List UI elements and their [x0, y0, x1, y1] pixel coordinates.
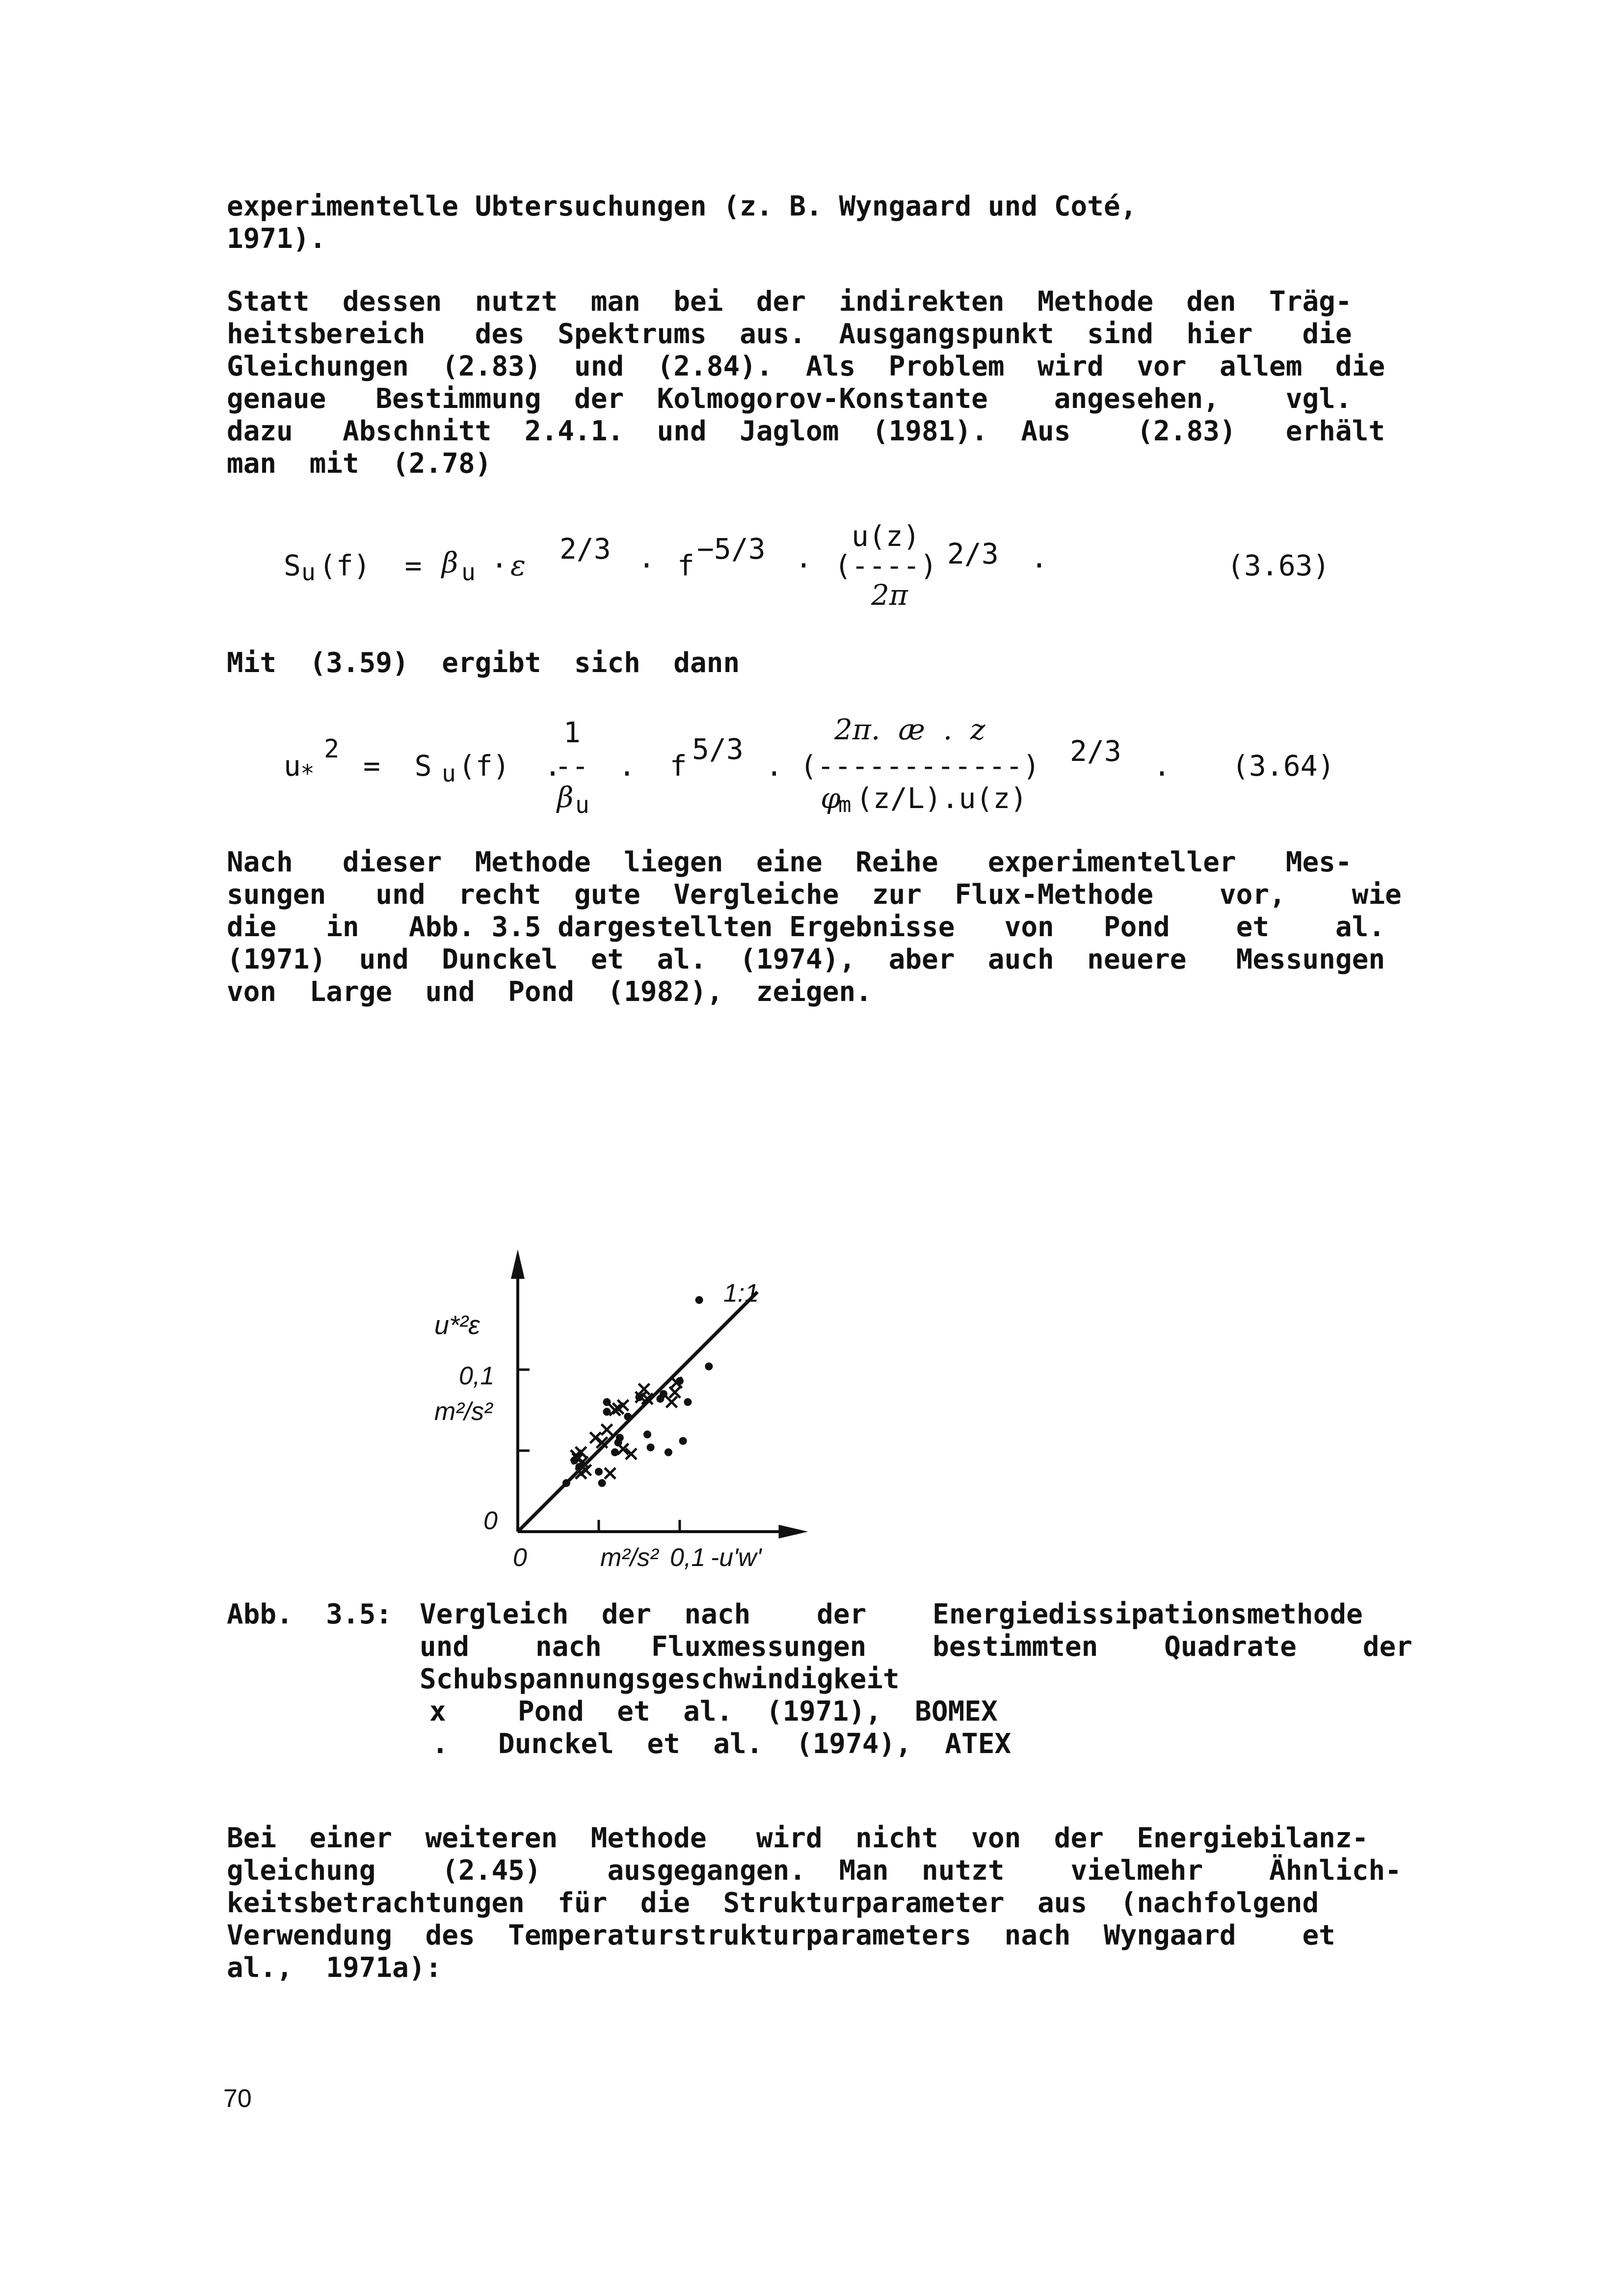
legend-text-dunckel: Dunckel et al. (1974), ATEX [498, 1728, 1011, 1760]
para1-line: genaue Bestimmung der Kolmogorov-Konstante angesehen, vgl. [227, 383, 1352, 415]
x-tick-label: 0,1 [670, 1543, 706, 1572]
x-unit-label: m²/s² [600, 1543, 659, 1572]
eq363-beta: β [442, 546, 458, 579]
para1-line: man mit (2.78) [227, 448, 492, 480]
data-point-dot [643, 1431, 651, 1438]
eq364-exp2: 2/3 [1070, 734, 1121, 768]
data-point-x [666, 1397, 677, 1407]
eq363-number: (3.63) [1227, 549, 1330, 582]
data-point-dot [616, 1434, 624, 1442]
eq364-frac2-den: φ [821, 782, 841, 815]
y-unit-label: m²/s² [434, 1397, 493, 1426]
y-tick-label: 0,1 [459, 1362, 495, 1390]
para2-line: sungen und recht gute Vergleiche zur Flux-Methode vor, wie [227, 879, 1402, 911]
eq364-lhs-sup: 2 [324, 734, 340, 764]
eq364-exp: 5/3 [692, 732, 744, 766]
eq364-dot2: . [766, 749, 783, 783]
eq363-dot2: · [638, 549, 655, 582]
eq364-lhs-sub: * [300, 760, 315, 787]
eq364-frac1-num: 1 [563, 716, 581, 749]
data-point-x [605, 1468, 615, 1479]
eq364-frac1-den-sub: u [575, 791, 589, 819]
eq364-dot: . f [618, 749, 687, 783]
eq364-frac1-den: β [557, 781, 574, 814]
data-point-dot [647, 1443, 655, 1451]
eq363-frac-bar: (----) [834, 549, 937, 582]
intro-line-1: experimentelle Ubtersuchungen (z. B. Wyngaard und Coté, [227, 190, 1137, 222]
para1-line: dazu Abschnitt 2.4.1. und Jaglom (1981). Aus (2.83) erhält [227, 415, 1385, 447]
eq364-su-sub: u [442, 760, 456, 787]
eq363-lhs-arg: (f) = [319, 549, 422, 582]
eq363-exp1: 2/3 [559, 532, 611, 566]
mit-line: Mit (3.59) ergibt sich dann [227, 647, 740, 679]
x-origin-label: 0 [513, 1543, 527, 1572]
eq364-frac2-den-arg: (z/L).u(z) [856, 782, 1028, 815]
eq363-dot4: · [1031, 549, 1048, 582]
para2-line: (1971) und Dunckel et al. (1974), aber auch neuere Messungen [227, 944, 1385, 975]
eq363-eps: ε [510, 549, 526, 582]
eq364-su-arg: (f) . [458, 749, 561, 783]
data-point-dot [676, 1377, 684, 1385]
page-number: 70 [223, 2084, 252, 2113]
x-axis-label: -u'w' [710, 1543, 762, 1572]
eq364-frac2-num: 2π. æ . z [834, 713, 985, 746]
data-point-dot [665, 1448, 672, 1456]
para1-line: Gleichungen (2.83) und (2.84). Als Problem wird vor allem die [227, 351, 1385, 382]
para2-line: Nach dieser Methode liegen eine Reihe experimenteller Mes- [227, 846, 1352, 878]
para3-line: keitsbetrachtungen für die Strukturparameter aus (nachfolgend [227, 1887, 1319, 1919]
caption-line: und nach Fluxmessungen bestimmten Quadrate der [420, 1631, 1412, 1663]
data-point-dot [611, 1448, 619, 1456]
data-point-dot [679, 1437, 687, 1445]
x-axis-arrow [779, 1525, 808, 1539]
scatter-chart [432, 1031, 1040, 1600]
legend-marker-dot: . [432, 1728, 449, 1760]
eq364-frac2-den-sub: m [838, 792, 851, 817]
intro-line-2: 1971). [227, 223, 326, 255]
eq363-lhs-sub: u [301, 559, 316, 586]
data-point-dot [562, 1479, 570, 1487]
eq364-frac2-bar: (------------) [800, 749, 1040, 783]
eq363-f: f [677, 549, 694, 582]
para1-line: heitsbereich des Spektrums aus. Ausgangspunkt sind hier die [227, 318, 1352, 350]
y-axis-label: u*²ε [434, 1310, 480, 1340]
data-point-dot [571, 1457, 579, 1464]
data-point-x [669, 1387, 680, 1398]
data-point-dot [575, 1463, 583, 1471]
data-point-dot [660, 1390, 667, 1398]
eq364-number: (3.64) [1232, 749, 1335, 783]
para2-line: von Large und Pond (1982), zeigen. [227, 976, 872, 1008]
caption-line: Schubspannungsgeschwindigkeit [420, 1663, 900, 1695]
eq363-exp2: −5/3 [697, 532, 766, 566]
eq364-frac1-bar: -- [555, 749, 589, 783]
data-point-dot [684, 1398, 692, 1406]
eq364-dot3: . [1153, 749, 1171, 783]
para1-line: Statt dessen nutzt man bei der indirekten Methode den Träg- [227, 286, 1352, 318]
y-axis-arrow [511, 1249, 525, 1279]
eq363-frac-den: 2π [871, 578, 908, 612]
eq364-lhs: u [284, 749, 301, 783]
para3-line: Verwendung des Temperaturstrukturparameters nach Wyngaard et [227, 1919, 1335, 1951]
data-point-dot [598, 1479, 606, 1487]
para3-line: al., 1971a): [227, 1952, 442, 1984]
legend-text-pond: Pond et al. (1971), BOMEX [518, 1696, 998, 1728]
y-origin-label: 0 [483, 1507, 498, 1535]
data-point-dot [595, 1468, 603, 1476]
para3-line: Bei einer weiteren Methode wird nicht von der Energiebilanz- [227, 1822, 1369, 1854]
data-point-x [602, 1424, 612, 1435]
data-point-dot [695, 1296, 703, 1304]
eq364-eq: = S [363, 749, 432, 783]
eq363-beta-sub: u [461, 559, 476, 586]
data-point-dot [636, 1393, 643, 1401]
caption-line: Vergleich der nach der Energiedissipationsmethode [420, 1598, 1363, 1630]
eq363-lhs: S [284, 549, 301, 582]
eq363-dot3: · [795, 549, 812, 582]
data-point-dot [624, 1413, 632, 1421]
eq363-dot1: · [491, 549, 508, 582]
reference-line-label: 1:1 [723, 1279, 759, 1308]
para2-line: die in Abb. 3.5 dargestellten Ergebnisse von Pond et al. [227, 911, 1385, 943]
data-point-dot [603, 1408, 611, 1416]
eq363-exp3: 2/3 [947, 537, 999, 570]
data-point-dot [603, 1398, 611, 1406]
para3-line: gleichung (2.45) ausgegangen. Man nutzt vielmehr Ähnlich- [227, 1855, 1402, 1887]
legend-marker-x: x [429, 1696, 446, 1728]
data-point-dot [705, 1362, 713, 1370]
reference-line-1-1 [518, 1292, 757, 1532]
eq363-frac-num: u(z) [851, 519, 920, 553]
caption-label: Abb. 3.5: [227, 1598, 393, 1630]
